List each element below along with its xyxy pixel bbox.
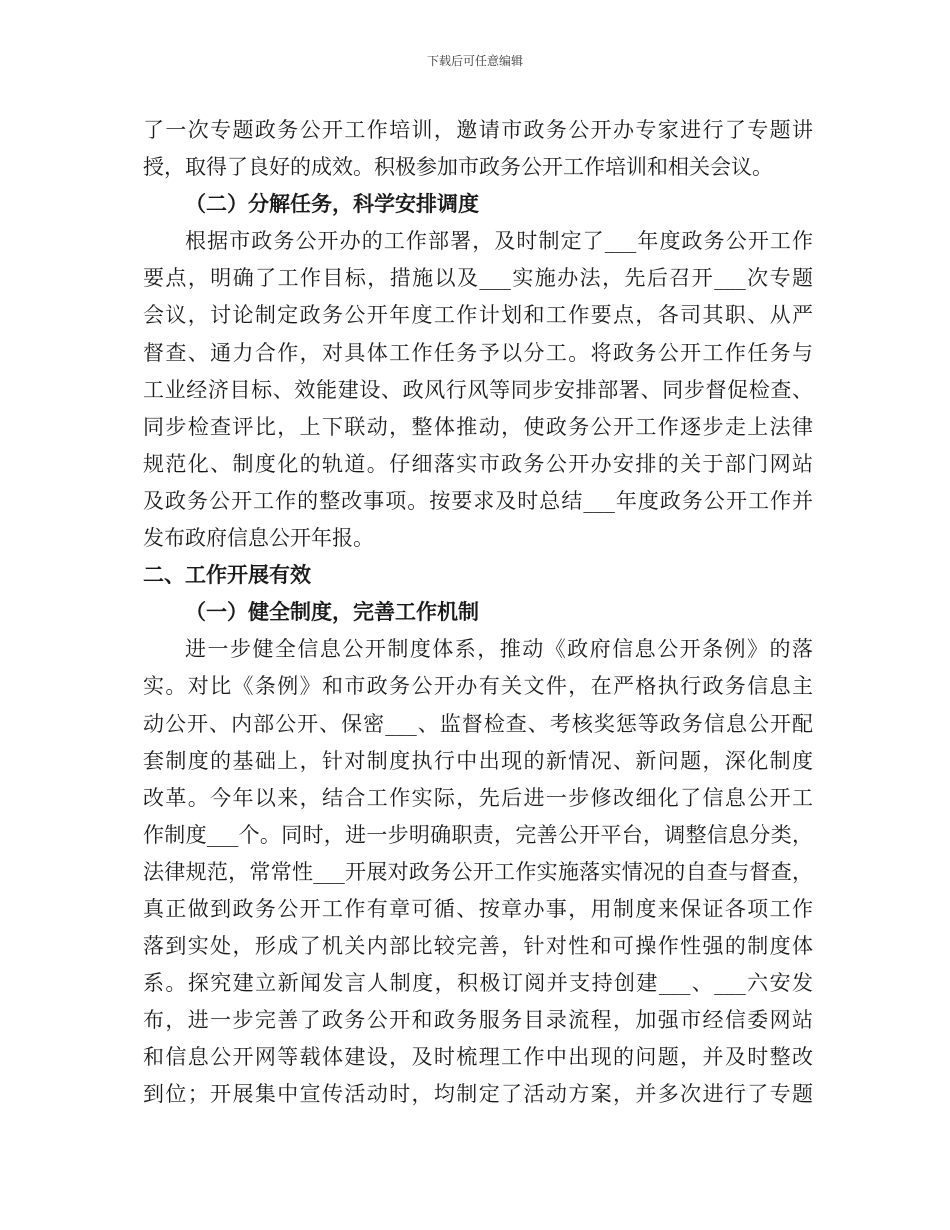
subsection-heading: （二）分解任务，科学安排调度 [185, 192, 479, 217]
paragraph-line: 作制度___个。同时，进一步明确职责，完善公开平台，调整信息分类， [143, 822, 813, 847]
paragraph-line: 实。对比《条例》和市政务公开办有关文件，在严格执行政务信息主 [143, 674, 813, 699]
paragraph-line: 动公开、内部公开、保密___、监督检查、考核奖惩等政务信息公开配 [143, 711, 813, 736]
paragraph-line: 到位；开展集中宣传活动时，均制定了活动方案，并多次进行了专题 [143, 1082, 813, 1107]
paragraph-line: 根据市政务公开办的工作部署，及时制定了___年度政务公开工作 [185, 229, 813, 254]
paragraph-line: 系。探究建立新闻发言人制度，积极订阅并支持创建___、___六安发 [143, 971, 813, 996]
paragraph-line: 真正做到政务公开工作有章可循、按章办事，用制度来保证各项工作 [143, 896, 813, 921]
paragraph-line: 落到实处，形成了机关内部比较完善，针对性和可操作性强的制度体 [143, 934, 813, 959]
paragraph-line: 授，取得了良好的成效。积极参加市政务公开工作培训和相关会议。 [143, 155, 773, 180]
paragraph-line: 改革。今年以来，结合工作实际，先后进一步修改细化了信息公开工 [143, 785, 813, 810]
paragraph-line: 同步检查评比，上下联动，整体推动，使政务公开工作逐步走上法律 [143, 414, 813, 439]
section-heading: 二、工作开展有效 [143, 563, 311, 588]
paragraph-line: 套制度的基础上，针对制度执行中出现的新情况、新问题，深化制度 [143, 748, 813, 773]
paragraph-line: 会议，讨论制定政务公开年度工作计划和工作要点，各司其职、从严 [143, 303, 813, 328]
paragraph-line: 规范化、制度化的轨道。仔细落实市政务公开办安排的关于部门网站 [143, 451, 813, 476]
page-header: 下载后可任意编辑 [426, 54, 523, 68]
paragraph-line: 工业经济目标、效能建设、政风行风等同步安排部署、同步督促检查、 [143, 377, 813, 402]
document-body [143, 112, 813, 1114]
paragraph-line: 布，进一步完善了政务公开和政务服务目录流程，加强市经信委网站 [143, 1008, 813, 1033]
paragraph-line: 法律规范，常常性___开展对政务公开工作实施落实情况的自查与督查， [143, 859, 813, 884]
paragraph-line: 发布政府信息公开年报。 [143, 526, 374, 551]
paragraph-line: 督查、通力合作，对具体工作任务予以分工。将政务公开工作任务与 [143, 340, 813, 365]
paragraph-line: 和信息公开网等载体建设，及时梳理工作中出现的问题，并及时整改 [143, 1045, 813, 1070]
paragraph-line: 及政务公开工作的整改事项。按要求及时总结___年度政务公开工作并 [143, 488, 813, 513]
paragraph-line: 进一步健全信息公开制度体系，推动《政府信息公开条例》的落 [185, 637, 813, 662]
subsection-heading: （一）健全制度，完善工作机制 [185, 600, 479, 625]
paragraph-line: 要点，明确了工作目标，措施以及___实施办法，先后召开___次专题 [143, 266, 813, 291]
paragraph-line: 了一次专题政务公开工作培训，邀请市政务公开办专家进行了专题讲 [143, 118, 813, 142]
